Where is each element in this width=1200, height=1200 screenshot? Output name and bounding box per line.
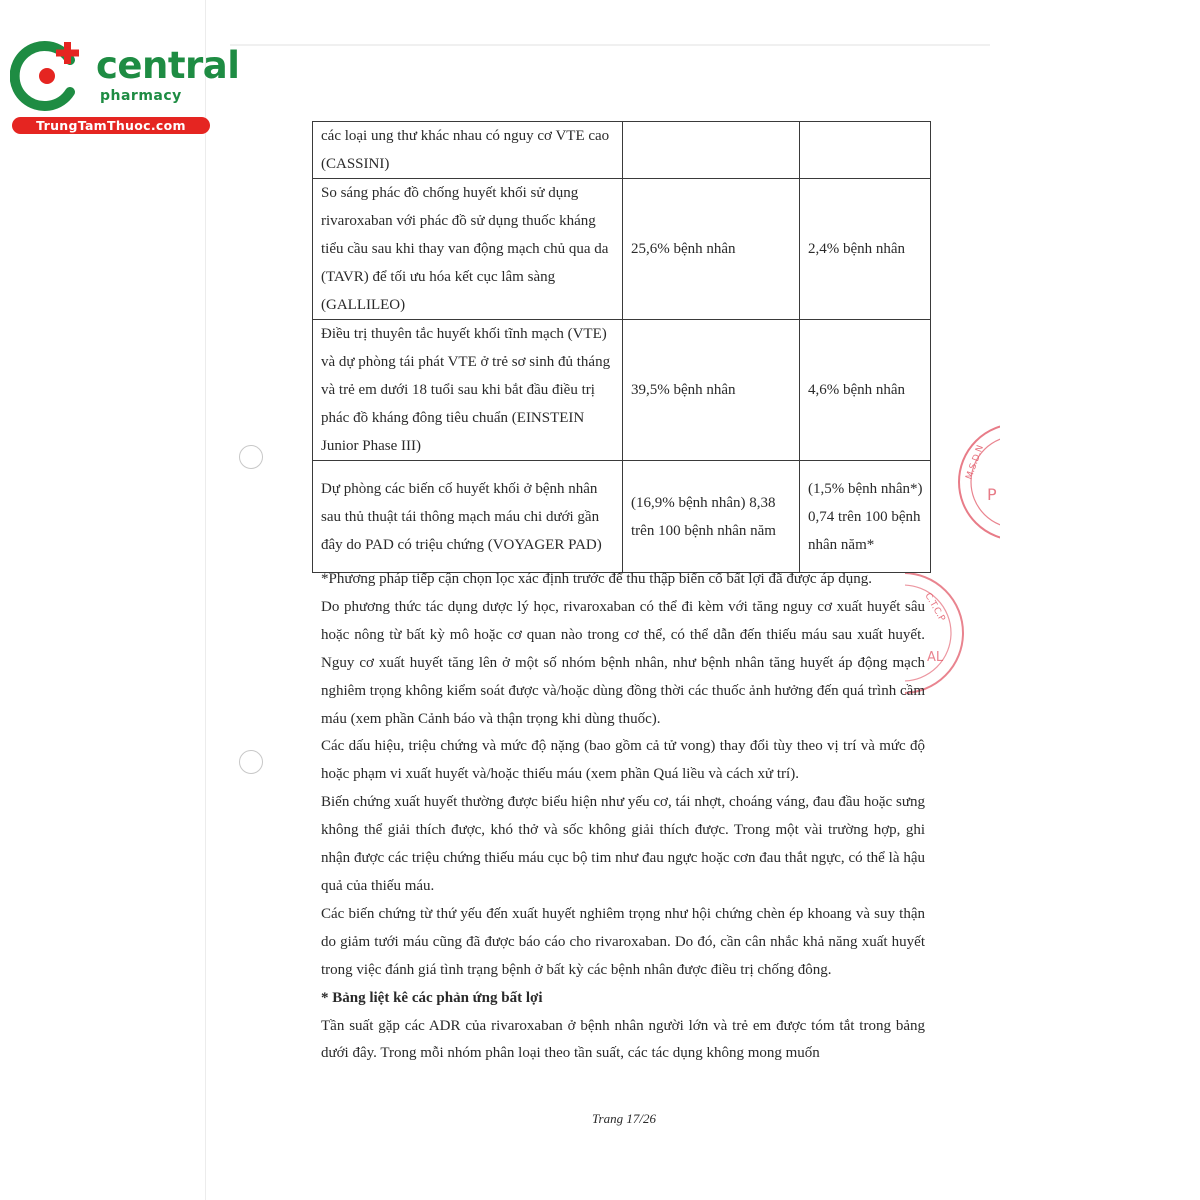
rate-cell: 2,4% bệnh nhân [800,179,931,320]
scan-top-shadow [230,44,990,46]
punch-hole [239,445,263,469]
table-row [313,122,931,179]
study-cell: Điều trị thuyên tắc huyết khối tĩnh mạch (VTE) và dự phòng tái phát VTE ở trẻ sơ sinh đủ tháng và trẻ em dưới 18 tuổi sau khi bắt đầu điều trị phác đồ kháng đông tiêu chuẩn (EINSTEIN Junior Phase III) [313,320,623,461]
seal-lower-text: C.T.C.P [922,591,947,624]
logo-banner[interactable]: TrungTamThuoc.com [12,117,210,134]
paragraph: Biến chứng xuất huyết thường được biểu hiện như yếu cơ, tái nhợt, choáng váng, đau đầu hoặc sưng không thể giải thích được, khó thở và sốc không giải thích được. Trong một vài trường hợp, ghi nhận được các triệu chứng thiếu máu cục bộ tim như đau ngực hoặc cơn đau thắt ngực, có thể là hậu quả của thiếu máu. [321,794,925,894]
logo-subtitle: pharmacy [100,88,182,104]
study-cell: So sáng phác đồ chống huyết khối sử dụng rivaroxaban với phác đồ sử dụng thuốc kháng tiểu cầu sau khi thay van động mạch chủ qua da (TAVR) để tối ưu hóa kết cục lâm sàng (GALLILEO) [313,179,623,320]
rate-cell: 4,6% bệnh nhân [800,320,931,461]
svg-text:P: P [987,485,997,504]
paragraph: Tần suất gặp các ADR của rivaroxaban ở bệnh nhân người lớn và trẻ em được tóm tắt trong bảng dưới đây. Trong mỗi nhóm phân loại theo tần suất, các tác dụng không mong muốn [321,1017,925,1062]
paragraph: Các biến chứng từ thứ yếu đến xuất huyết nghiêm trọng như hội chứng chèn ép khoang và suy thận do giảm tưới máu cũng đã được báo cáo cho rivaroxaban. Do đó, cần cân nhắc khả năng xuất huyết trong việc đánh giá tình trạng bệnh ở bất kỳ các bệnh nhân được điều trị chống đông. [321,905,925,978]
page-number: Trang 17/26 [592,1111,656,1126]
pharmacy-cross-logo-icon [10,38,90,114]
rate-cell [800,122,931,179]
rate-cell: (16,9% bệnh nhân) 8,38 trên 100 bệnh nhân năm [623,461,800,573]
seal-upper-text: M.S.D.N [964,444,987,482]
section-heading: * Bảng liệt kê các phản ứng bất lợi [321,989,543,1006]
punch-hole [239,750,263,774]
document-body [321,566,925,1068]
paragraph: Do phương thức tác dụng dược lý học, rivaroxaban có thể đi kèm với tăng nguy cơ xuất huyết sâu hoặc nông từ bất kỳ mô hoặc cơ quan nào trong cơ thể, có thể dẫn đến thiếu máu sau xuất huyết. Nguy cơ xuất huyết tăng lên ở một số nhóm bệnh nhân, như bệnh nhân tăng huyết áp động mạch nghiêm trọng không kiểm soát được và/hoặc dùng đồng thời các thuốc ảnh hưởng đến quá trình cầm máu (xem phần Cảnh báo và thận trọng khi dùng thuốc). [321,598,925,727]
rate-cell: 39,5% bệnh nhân [623,320,800,461]
study-cell: các loại ung thư khác nhau có nguy cơ VTE cao (CASSINI) [313,122,623,179]
footnote: *Phương pháp tiếp cận chọn lọc xác định trước để thu thập biến cố bất lợi đã được áp dụng. [321,571,872,587]
company-seal-upper [955,420,1000,545]
central-pharmacy-logo[interactable] [10,38,240,138]
paragraph: Các dấu hiệu, triệu chứng và mức độ nặng (bao gồm cả tử vong) thay đổi tùy theo vị trí và mức độ hoặc phạm vi xuất huyết và/hoặc thiếu máu (xem phần Quá liều và cách xử trí). [321,738,925,783]
svg-text:AL: AL [927,650,944,665]
study-cell: Dự phòng các biến cố huyết khối ở bệnh nhân sau thủ thuật tái thông mạch máu chi dưới gần đây do PAD có triệu chứng (VOYAGER PAD) [313,461,623,573]
adverse-events-table [312,121,931,573]
rate-cell: (1,5% bệnh nhân*) 0,74 trên 100 bệnh nhân năm* [800,461,931,573]
table-row [313,179,931,320]
table-row [313,320,931,461]
scan-edge [205,0,206,1200]
logo-name: central [96,44,240,87]
table-row [313,461,931,573]
rate-cell [623,122,800,179]
rate-cell: 25,6% bệnh nhân [623,179,800,320]
